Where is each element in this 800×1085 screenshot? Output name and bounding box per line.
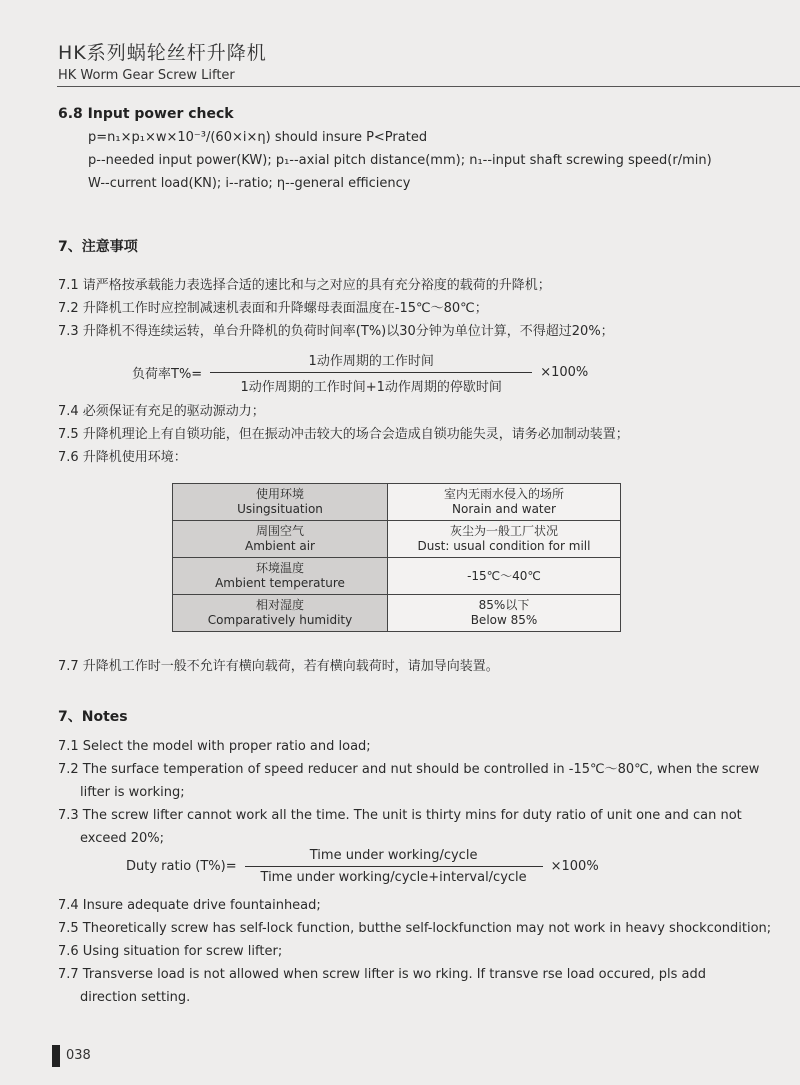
definition-line: p--needed input power(KW); p₁--axial pitch distance(mm); n₁--input shaft screwing speed(r/min) bbox=[88, 153, 712, 168]
table-cell: Ambient air bbox=[245, 539, 315, 553]
header-rule bbox=[57, 86, 800, 87]
list-item: 7.6 升降机使用环境： bbox=[58, 450, 187, 465]
table-row bbox=[173, 521, 621, 558]
page-marker bbox=[52, 1045, 60, 1067]
list-item: 7.4 Insure adequate drive fountainhead; bbox=[58, 898, 321, 913]
table-cell: Usingsituation bbox=[237, 502, 323, 516]
table-cell: 相对湿度 bbox=[255, 598, 304, 612]
table-cell: 85%以下 bbox=[478, 598, 530, 612]
table-cell: Norain and water bbox=[452, 502, 556, 516]
title-cn: HK系列蜗轮丝杆升降机 bbox=[58, 42, 267, 64]
notes-en-list bbox=[58, 735, 770, 850]
table-cell: 使用环境 bbox=[255, 487, 304, 501]
section-heading: 7、Notes bbox=[58, 709, 128, 725]
list-item: 7.6 Using situation for screw lifter; bbox=[58, 944, 283, 959]
list-item: 7.7 升降机工作时一般不允许有横向载荷，若有横向载荷时，请加导向装置。 bbox=[58, 659, 499, 674]
notes-en-list-2 bbox=[58, 894, 770, 1009]
table-cell: Dust: usual condition for mill bbox=[417, 539, 591, 553]
environment-table bbox=[172, 483, 621, 632]
notes-cn-item-7 bbox=[58, 655, 770, 678]
list-item: lifter is working; bbox=[80, 785, 185, 800]
duty-formula-cn bbox=[132, 350, 588, 395]
list-item: 7.2 升降机工作时应控制减速机表面和升降螺母表面温度在-15℃～80℃； bbox=[58, 301, 488, 316]
table-cell: 周围空气 bbox=[255, 524, 304, 538]
formula-multiplier: ×100% bbox=[550, 859, 599, 874]
list-item: 7.5 升降机理论上有自锁功能，但在振动冲击较大的场合会造成自锁功能失灵，请务必加制动装置； bbox=[58, 427, 629, 442]
formula-multiplier: ×100% bbox=[540, 365, 589, 380]
formula-denominator: Time under working/cycle+interval/cycle bbox=[260, 870, 527, 885]
formula-line: p=n₁×p₁×w×10⁻³/(60×i×η) should insure P<Prated bbox=[88, 130, 428, 145]
table-cell: 环境温度 bbox=[255, 561, 304, 575]
list-item: 7.5 Theoretically screw has self-lock function, butthe self-lockfunction may not work in heavy shockcondition; bbox=[58, 921, 772, 936]
title-en: HK Worm Gear Screw Lifter bbox=[58, 68, 235, 83]
header bbox=[58, 38, 267, 83]
definition-line: W--current load(KN); i--ratio; η--general efficiency bbox=[88, 176, 411, 191]
list-item: exceed 20%; bbox=[80, 831, 165, 846]
table-row bbox=[173, 484, 621, 521]
list-item: 7.1 Select the model with proper ratio and load; bbox=[58, 739, 371, 754]
formula-numerator: Time under working/cycle bbox=[309, 848, 478, 863]
table-cell: -15℃～40℃ bbox=[467, 568, 541, 583]
formula-denominator: 1动作周期的工作时间+1动作周期的停歇时间 bbox=[240, 380, 502, 395]
formula-label: Duty ratio (T%)= bbox=[126, 859, 237, 874]
input-power-section bbox=[58, 106, 770, 195]
formula-numerator: 1动作周期的工作时间 bbox=[308, 354, 434, 369]
list-item: 7.4 必须保证有充足的驱动源动力； bbox=[58, 404, 265, 419]
list-item: direction setting. bbox=[80, 990, 191, 1005]
table-cell: Below 85% bbox=[470, 613, 538, 627]
list-item: 7.7 Transverse load is not allowed when screw lifter is wo rking. If transve rse load occured, pls add bbox=[58, 967, 706, 982]
notes-en-section bbox=[58, 706, 770, 726]
table-row bbox=[173, 595, 621, 632]
table-cell: 室内无雨水侵入的场所 bbox=[443, 487, 564, 501]
section-heading: 7、注意事项 bbox=[58, 239, 138, 255]
notes-cn-list bbox=[58, 274, 770, 343]
table-cell: Comparatively humidity bbox=[207, 613, 353, 627]
table-cell: 灰尘为一般工厂状况 bbox=[449, 524, 558, 538]
table-cell: Ambient temperature bbox=[215, 576, 345, 590]
list-item: 7.3 升降机不得连续运转，单台升降机的负荷时间率(T%)以30分钟为单位计算，不得超过20%； bbox=[58, 324, 614, 339]
table-row bbox=[173, 558, 621, 595]
section-heading: 6.8 Input power check bbox=[58, 106, 234, 122]
list-item: 7.3 The screw lifter cannot work all the time. The unit is thirty mins for duty ratio of unit one and can not bbox=[58, 808, 742, 823]
formula-label: 负荷率T%= bbox=[132, 367, 203, 382]
list-item: 7.2 The surface temperation of speed reducer and nut should be controlled in -15℃～80℃, when the screw bbox=[58, 762, 760, 777]
page-number: 038 bbox=[66, 1048, 91, 1063]
list-item: 7.1 请严格按承载能力表选择合适的速比和与之对应的具有充分裕度的载荷的升降机； bbox=[58, 278, 551, 293]
notes-cn-list-2 bbox=[58, 400, 770, 469]
duty-formula-en bbox=[126, 848, 599, 885]
notes-cn-section bbox=[58, 236, 770, 256]
